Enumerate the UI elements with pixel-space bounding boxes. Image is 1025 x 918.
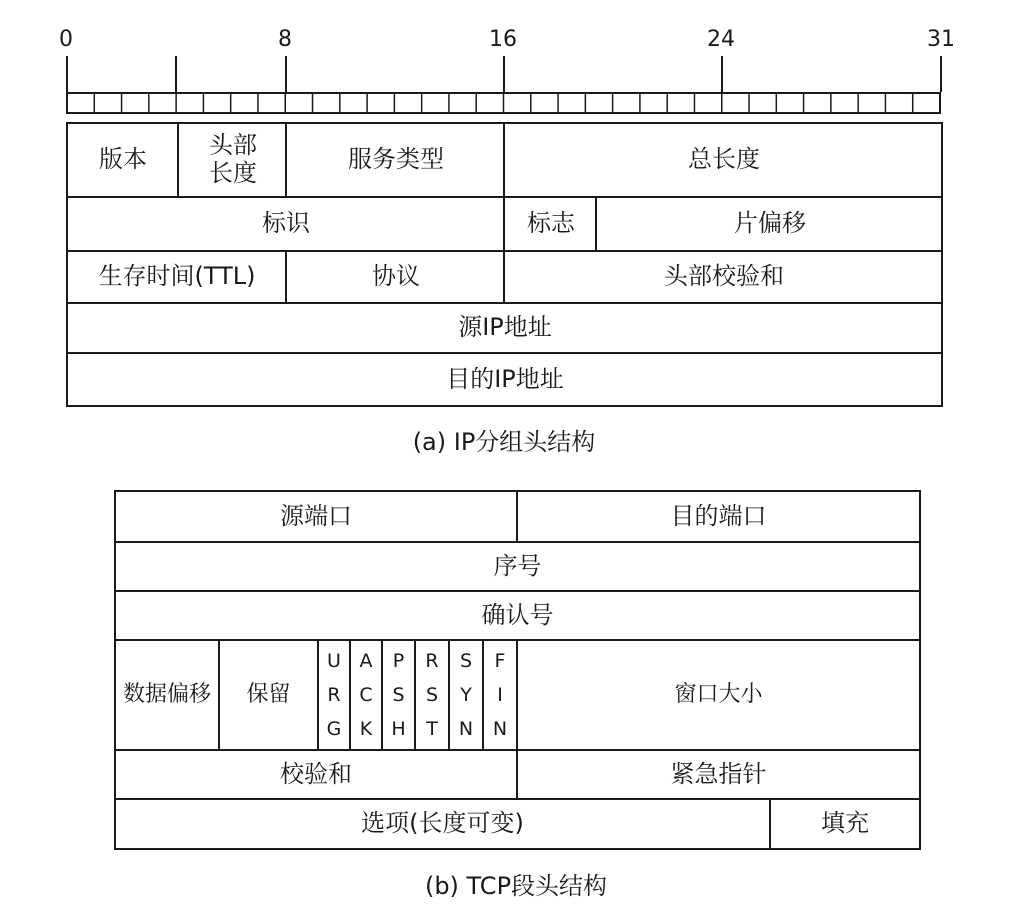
ip-ttl: 生存时间(TTL) [98, 262, 256, 291]
ip-header-checksum: 头部校验和 [664, 262, 784, 291]
tcp-window-size: 窗口大小 [674, 682, 763, 708]
tcp-padding: 填充 [821, 809, 869, 838]
ruler-label-31: 31 [927, 27, 955, 52]
tcp-source-port: 源端口 [280, 501, 352, 530]
tcp-reserved: 保留 [246, 682, 291, 708]
major-tick-31 [940, 56, 942, 92]
ip-protocol: 协议 [372, 262, 420, 291]
tcp-flag-rst [415, 640, 449, 750]
tcp-data-offset: 数据偏移 [122, 682, 211, 708]
tcp-flag-syn-3: N [458, 718, 474, 740]
tcp-flag-ack-1: A [359, 650, 373, 672]
tcp-flag-rst-2: S [425, 684, 439, 706]
tcp-flag-ack-3: K [359, 718, 373, 740]
tcp-flag-urg-3: G [326, 718, 342, 740]
tcp-ack-number: 确认号 [481, 600, 554, 629]
tcp-flag-urg [318, 640, 350, 750]
ip-total-length: 总长度 [688, 145, 760, 174]
ip-identification: 标识 [262, 209, 310, 238]
tcp-flag-rst-1: R [425, 650, 439, 672]
tcp-flag-urg-2: R [327, 684, 341, 706]
ip-header-length-line2: 长度 [209, 159, 257, 187]
tcp-flag-psh-1: P [392, 650, 405, 672]
tcp-checksum: 校验和 [280, 759, 352, 788]
major-tick-16 [503, 56, 505, 92]
ip-tos: 服务类型 [348, 145, 444, 174]
tcp-flag-fin-3: N [492, 718, 508, 740]
tcp-urgent-pointer: 紧急指针 [670, 759, 767, 788]
tcp-flag-urg-1: U [327, 650, 341, 672]
tcp-flag-psh-2: S [392, 684, 405, 706]
major-tick-8 [285, 56, 287, 92]
tcp-flag-fin [483, 640, 517, 750]
tcp-destination-port: 目的端口 [670, 501, 767, 530]
ip-destination-address: 目的IP地址 [446, 364, 564, 393]
tcp-flag-syn-1: S [459, 650, 473, 672]
tcp-sequence-number: 序号 [493, 551, 542, 580]
ruler-label-16: 16 [489, 27, 517, 52]
tcp-options: 选项(长度可变) [361, 809, 524, 838]
tcp-flag-rst-3: T [426, 718, 438, 740]
tcp-flag-ack-2: C [359, 684, 373, 706]
ip-source-address: 源IP地址 [458, 313, 552, 342]
ip-header-length-line1: 头部 [209, 131, 257, 160]
ruler-label-24: 24 [707, 27, 735, 52]
ruler-label-0: 0 [59, 27, 73, 52]
tcp-flag-ack [350, 640, 382, 750]
bit-ruler [66, 92, 941, 114]
tcp-flag-psh [382, 640, 415, 750]
major-tick-0 [66, 56, 68, 92]
major-tick-24 [721, 56, 723, 92]
tcp-flag-fin-2: I [497, 684, 503, 706]
ruler-label-8: 8 [278, 27, 292, 52]
tcp-caption: (b) TCP段头结构 [424, 872, 608, 900]
major-tick-4 [175, 56, 177, 92]
tcp-flag-syn-2: Y [460, 684, 472, 706]
tcp-flag-fin-1: F [494, 650, 506, 672]
ip-version: 版本 [99, 145, 147, 174]
ip-fragment-offset: 片偏移 [734, 209, 806, 238]
ip-flags: 标志 [527, 209, 575, 238]
tcp-flag-psh-3: H [391, 718, 406, 740]
ip-header-length [179, 123, 287, 197]
ip-caption: (a) IP分组头结构 [412, 428, 596, 456]
tcp-flag-syn [449, 640, 483, 750]
